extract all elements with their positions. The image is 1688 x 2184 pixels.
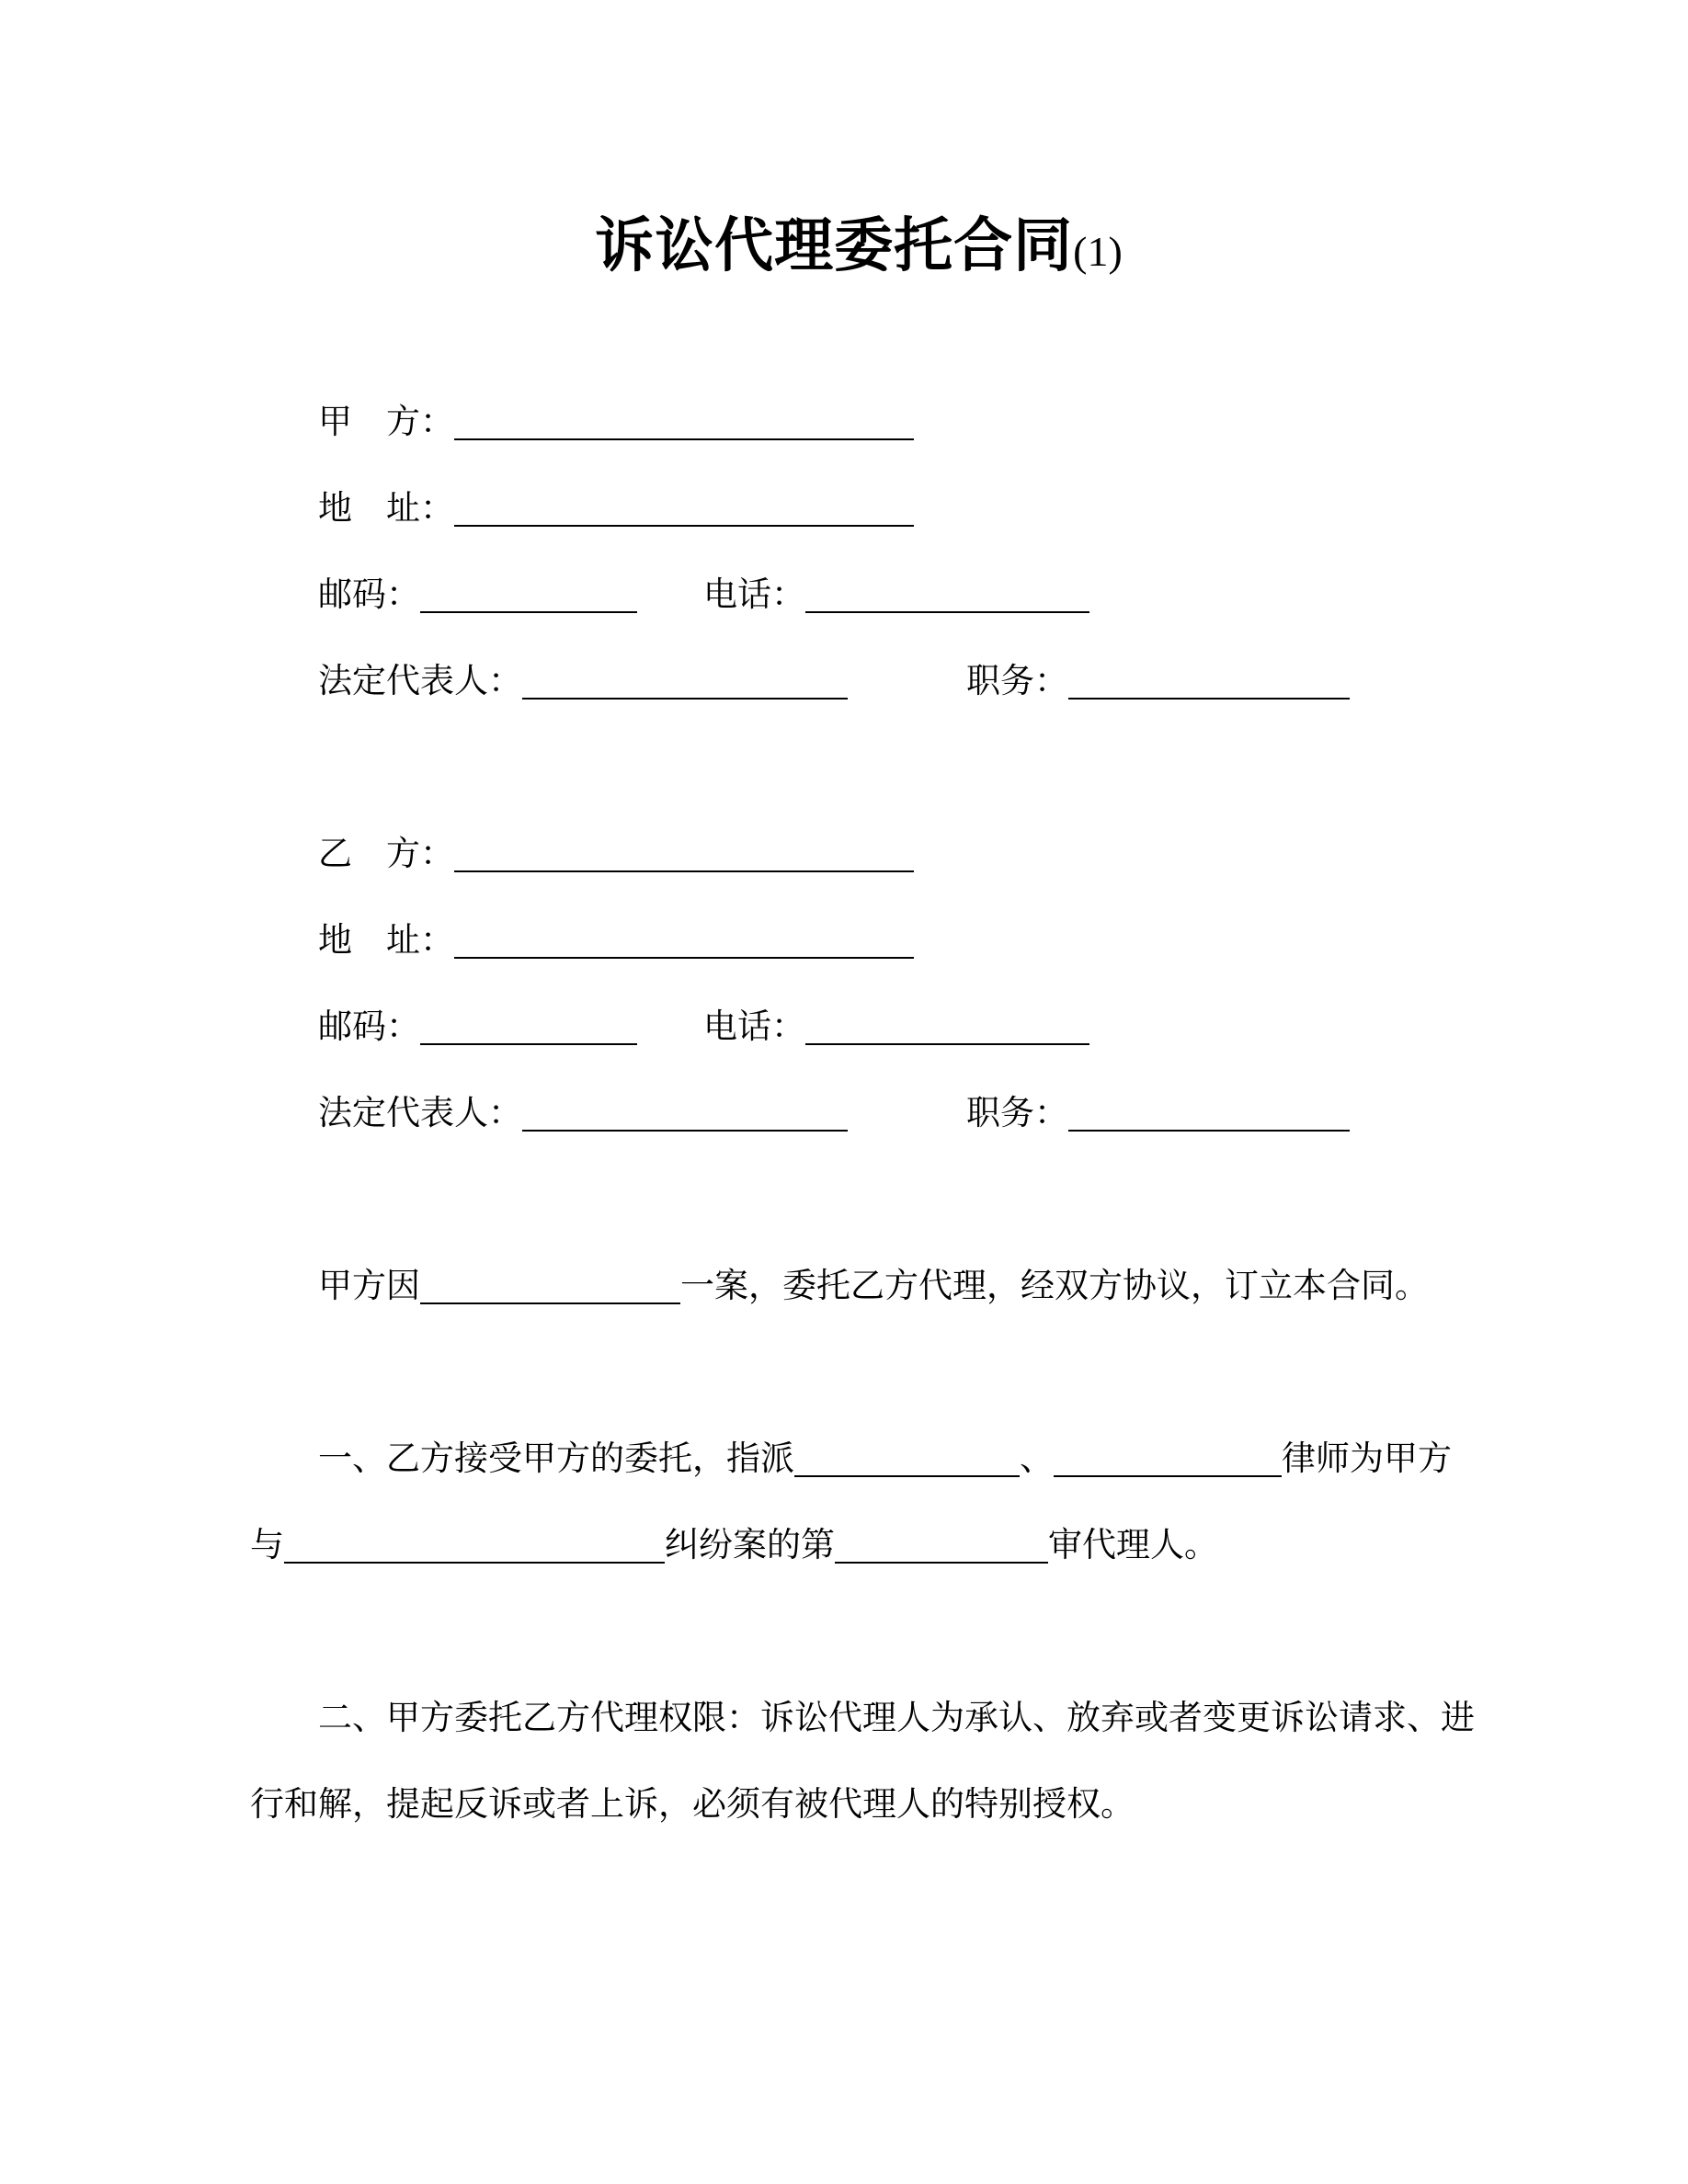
blank-underline-field <box>522 698 848 700</box>
text-segment: 电话： <box>703 1008 805 1046</box>
document-title <box>250 204 1467 293</box>
text-line <box>250 1244 1467 1330</box>
preamble-paragraph <box>250 1244 1467 1330</box>
text-line <box>250 552 1467 639</box>
text-segment: 律师为甲方 <box>1282 1440 1452 1478</box>
blank-underline-field <box>420 1043 637 1045</box>
text-segment: 电话： <box>703 576 805 614</box>
text-segment: 、 <box>1020 1440 1054 1478</box>
text-segment: 邮码： <box>318 576 420 614</box>
text-line <box>250 639 1467 725</box>
text-segment: 审代理人。 <box>1048 1527 1218 1564</box>
blank-underline-field <box>284 1562 665 1564</box>
text-segment: 甲方因 <box>318 1268 420 1305</box>
spacer-gap <box>637 1037 703 1038</box>
party-b-info-section <box>250 812 1467 1157</box>
text-line <box>250 380 1467 466</box>
blank-underline-field <box>835 1562 1048 1564</box>
blank-underline-field <box>805 611 1089 613</box>
text-segment: 二、甲方委托乙方代理权限：诉讼代理人为承认、放弃或者变更诉讼请求、进 <box>318 1700 1475 1737</box>
text-segment: 地 址： <box>318 490 454 528</box>
party-a-info-section <box>250 380 1467 725</box>
text-segment: 法定代表人： <box>318 1095 522 1132</box>
document-title-suffix: (1) <box>1073 228 1123 275</box>
text-segment: 一案，委托乙方代理，经双方协议，订立本合同。 <box>680 1268 1429 1305</box>
clause-one-paragraph <box>250 1416 1467 1589</box>
text-line <box>250 1503 1467 1589</box>
text-line <box>250 984 1467 1071</box>
blank-underline-field <box>794 1475 1020 1477</box>
blank-underline-field <box>522 1130 848 1132</box>
text-segment: 乙 方： <box>318 836 454 873</box>
blank-underline-field <box>805 1043 1089 1045</box>
text-segment: 一、乙方接受甲方的委托，指派 <box>318 1440 794 1478</box>
blank-underline-field <box>1068 698 1350 700</box>
blank-underline-field <box>420 611 637 613</box>
text-segment: 职务： <box>966 1095 1068 1132</box>
text-segment: 法定代表人： <box>318 663 522 700</box>
text-segment: 甲 方： <box>318 404 454 441</box>
blank-underline-field <box>420 1302 680 1304</box>
text-line <box>250 1762 1467 1848</box>
text-line <box>250 898 1467 984</box>
blank-underline-field <box>1068 1130 1350 1132</box>
blank-underline-field <box>1054 1475 1282 1477</box>
text-segment: 行和解，提起反诉或者上诉，必须有被代理人的特别授权。 <box>250 1786 1135 1824</box>
text-segment: 邮码： <box>318 1008 420 1046</box>
text-segment: 纠纷案的第 <box>665 1527 835 1564</box>
document-title-main: 诉讼代理委托合同 <box>595 212 1074 279</box>
text-line <box>250 466 1467 552</box>
spacer-gap <box>848 691 966 692</box>
spacer-gap <box>848 1123 966 1124</box>
text-line <box>250 1416 1467 1503</box>
text-segment: 与 <box>250 1527 284 1564</box>
text-segment: 职务： <box>966 663 1068 700</box>
text-line <box>250 1071 1467 1157</box>
clause-two-paragraph <box>250 1676 1475 1848</box>
text-line <box>250 812 1467 898</box>
blank-underline-field <box>454 870 914 872</box>
blank-underline-field <box>454 438 914 440</box>
text-segment: 地 址： <box>318 922 454 960</box>
text-line <box>250 1676 1475 1762</box>
blank-underline-field <box>454 957 914 959</box>
spacer-gap <box>637 605 703 606</box>
blank-underline-field <box>454 525 914 527</box>
